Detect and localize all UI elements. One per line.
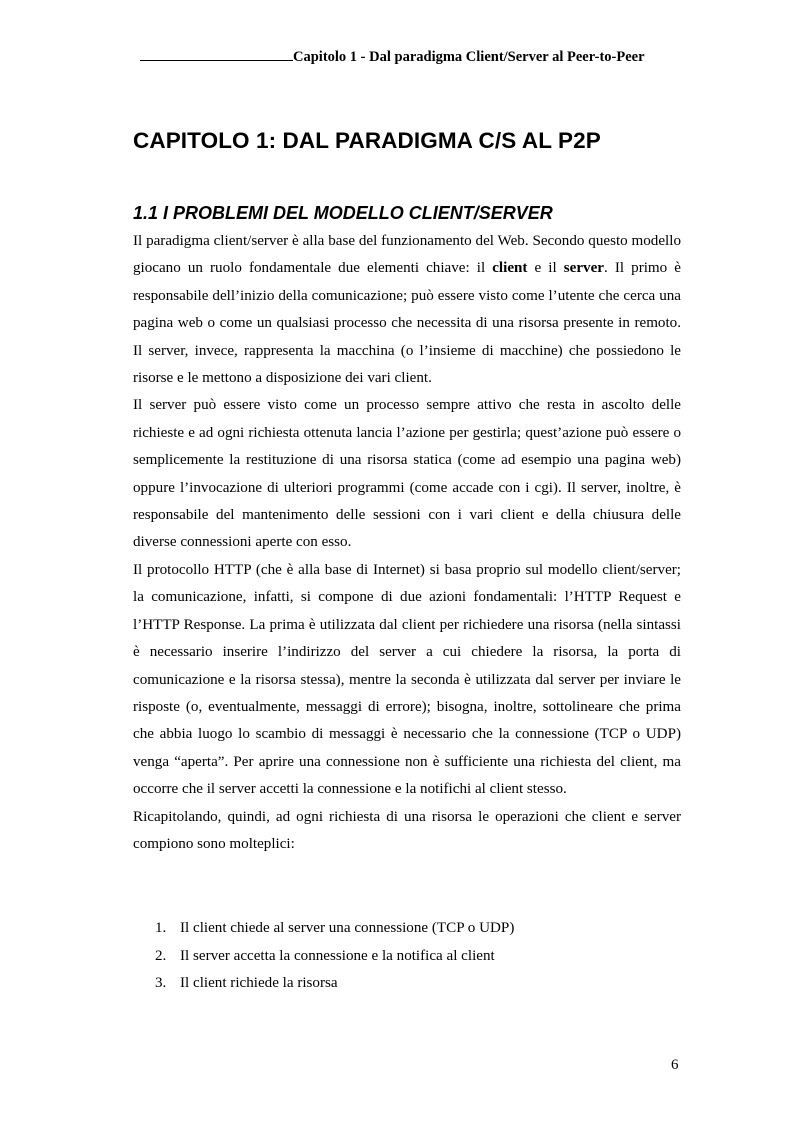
section-title: 1.1 I PROBLEMI DEL MODELLO CLIENT/SERVER xyxy=(133,203,553,223)
list-item-text: Il server accetta la connessione e la notifica al client xyxy=(180,947,495,964)
server-term: server xyxy=(563,260,604,277)
steps-list xyxy=(155,915,514,998)
list-item-number: 2. xyxy=(155,947,167,964)
paragraph-4: Ricapitolando, quindi, ad ogni richiesta di una risorsa le operazioni che client e server compiono sono molteplici: xyxy=(133,808,681,852)
paragraph-1-intro: Il paradigma client/server è alla base del funzionamento del Web. Secondo questo modello giocano un ruolo fondamentale due elementi chiave: il xyxy=(133,233,681,277)
paragraph-1-connector: e il xyxy=(527,260,564,277)
list-item-text: Il client chiede al server una connessione (TCP o UDP) xyxy=(180,920,515,936)
running-title: Capitolo 1 - Dal paradigma Client/Server al Peer-to-Peer xyxy=(293,49,645,65)
paragraph-3: Il protocollo HTTP (che è alla base di Internet) si basa proprio sul modello client/server; la comunicazione, infatti, si compone di due azioni fondamentali: l’HTTP Request e l’HTTP Response. La prima è utilizzata dal client per richiedere una risorsa (nella sintassi è necessario inserire l’indirizzo del server a cui chiedere la risorsa, la porta di comunicazione e la risorsa stessa), mentre la seconda è utilizzata dal server per inviare le risposte (o, eventualmente, messaggi di errore); bisogna, inoltre, sottolineare che prima che abbia luogo lo scambio di messaggi è necessario che la connessione (TCP o UDP) venga “aperta”. Per aprire una connessione non è sufficiente una richiesta del client, ma occorre che il server accetti la connessione e la notifichi al client stesso. xyxy=(133,561,681,798)
list-item-number: 1. xyxy=(155,920,167,936)
list-item xyxy=(155,943,514,971)
running-header xyxy=(140,48,681,66)
list-item-number: 3. xyxy=(155,975,167,992)
list-item xyxy=(155,915,514,943)
page-number: 6 xyxy=(671,1057,679,1073)
header-rule xyxy=(140,59,293,61)
paragraph-1-rest: . Il primo è responsabile dell’inizio della comunicazione; può essere visto come l’utente che cerca una pagina web o come un qualsiasi processo che necessita di una risorsa presente in remoto. Il server, invece, rappresenta la macchina (o l’insieme di macchine) che possiedono le risorse e le mettono a disposizione dei vari client. xyxy=(133,260,681,387)
list-item-text: Il client richiede la risorsa xyxy=(180,975,338,992)
client-term: client xyxy=(492,260,528,277)
chapter-title: CAPITOLO 1: DAL PARADIGMA C/S AL P2P xyxy=(133,128,601,153)
body-text xyxy=(133,228,681,858)
paragraph-1 xyxy=(133,228,681,392)
list-item xyxy=(155,970,514,998)
paragraph-2: Il server può essere visto come un processo sempre attivo che resta in ascolto delle richieste e ad ogni richiesta ottenuta lancia l’azione per gestirla; quest’azione può essere o semplicemente la restituzione di una risorsa statica (come ad esempio una pagina web) oppure l’invocazione di ulteriori programmi (come accade con i cgi). Il server, inoltre, è responsabile del mantenimento delle sessioni con i vari client e della chiusura delle diverse connessioni aperte con esso. xyxy=(133,397,681,551)
